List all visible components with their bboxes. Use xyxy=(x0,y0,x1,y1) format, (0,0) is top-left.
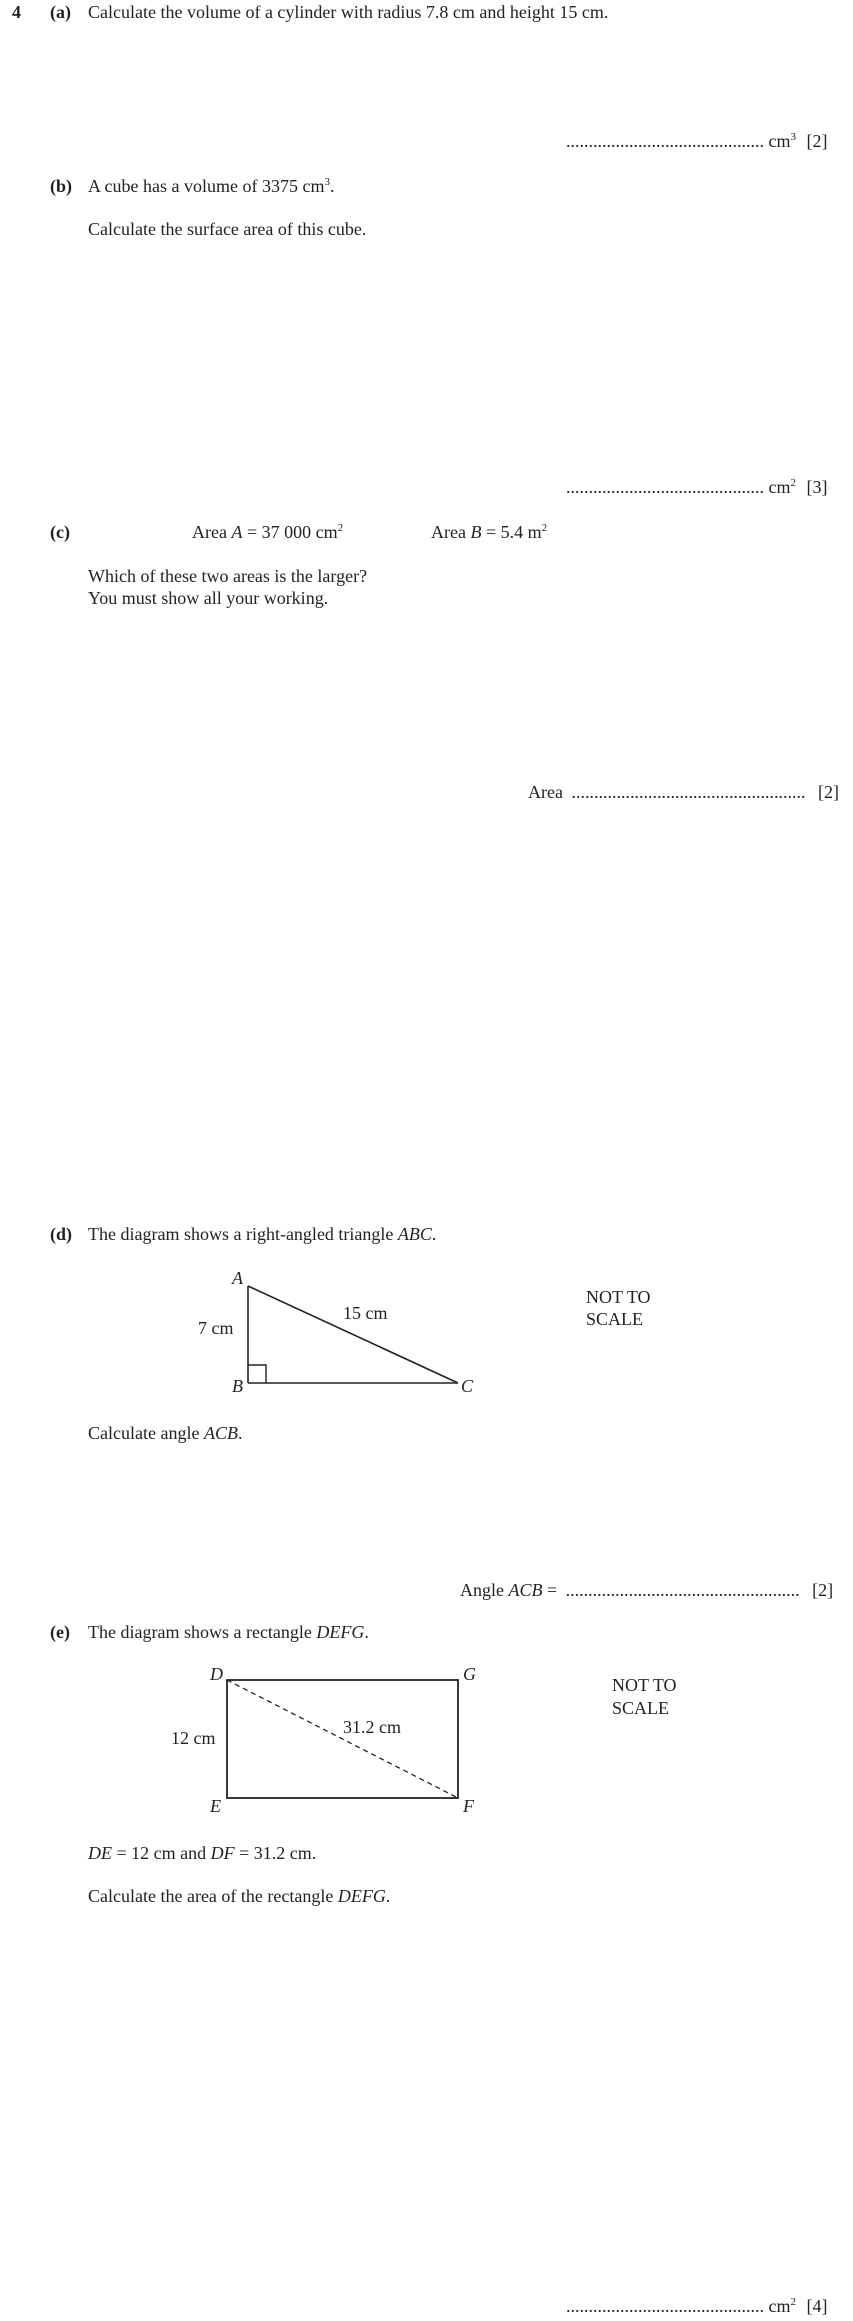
diagonal-df-label: 31.2 cm xyxy=(343,1717,401,1737)
not-to-scale-e-line1: NOT TO xyxy=(612,1675,677,1695)
marks: [2] xyxy=(806,131,828,151)
answer-dots: .................................................... xyxy=(571,782,806,802)
marks: [2] xyxy=(812,1580,834,1600)
side-ab-label: 7 cm xyxy=(198,1318,234,1338)
answer-label: Angle ACB = xyxy=(460,1580,558,1600)
vertex-e-label: E xyxy=(210,1796,221,1816)
side-ac-label: 15 cm xyxy=(343,1303,388,1323)
diagonal-df xyxy=(227,1680,458,1798)
part-c-question-line2: You must show all your working. xyxy=(88,588,329,608)
answer-label: Area xyxy=(528,782,563,802)
part-a-label: (a) xyxy=(50,2,71,22)
part-b-label: (b) xyxy=(50,176,72,196)
vertex-g-label: G xyxy=(463,1664,476,1684)
not-to-scale-d-line2: SCALE xyxy=(586,1309,644,1329)
part-b-statement: A cube has a volume of 3375 $cm^3$. xyxy=(88,176,335,196)
part-e-answer-line[interactable] xyxy=(566,2296,828,2317)
part-d-question: Calculate angle ACB. xyxy=(88,1423,243,1443)
vertex-a-label: A xyxy=(232,1268,243,1288)
vertex-c-label: C xyxy=(461,1376,474,1396)
part-b-question: Calculate the surface area of this cube. xyxy=(88,219,367,239)
area-b-expression: Area B = 5.4 $m^2$ xyxy=(431,522,548,542)
part-c-question-line1: Which of these two areas is the larger? xyxy=(88,566,368,586)
answer-unit: $cm^3$ xyxy=(768,131,796,151)
question-number: 4 xyxy=(12,2,21,22)
side-de-label: 12 cm xyxy=(171,1728,216,1748)
marks: [2] xyxy=(817,782,839,802)
answer-dots: ............................................ xyxy=(566,2296,764,2316)
not-to-scale-d-line1: NOT TO xyxy=(586,1287,651,1307)
answer-unit: $cm^2$ xyxy=(768,477,796,497)
vertex-d-label: D xyxy=(210,1664,223,1684)
part-a-question: Calculate the volume of a cylinder with radius 7.8 cm and height 15 cm. xyxy=(88,2,609,22)
not-to-scale-e-line2: SCALE xyxy=(612,1698,670,1718)
area-a-expression: Area A = 37 000 $cm^2$ xyxy=(192,522,344,542)
part-e-statement: The diagram shows a rectangle DEFG. xyxy=(88,1622,369,1642)
part-e-question: Calculate the area of the rectangle DEFG. xyxy=(88,1886,391,1906)
vertex-b-label: B xyxy=(232,1376,243,1396)
answer-dots: ............................................ xyxy=(566,477,764,497)
part-d-statement: The diagram shows a right-angled triangle ABC. xyxy=(88,1224,437,1244)
part-e-given: DE = 12 cm and DF = 31.2 cm. xyxy=(88,1843,317,1863)
part-c-label: (c) xyxy=(50,522,70,542)
answer-dots: ............................................ xyxy=(566,131,764,151)
answer-unit: $cm^2$ xyxy=(768,2296,796,2316)
part-e-label: (e) xyxy=(50,1622,70,1642)
marks: [3] xyxy=(806,477,828,497)
marks: [4] xyxy=(806,2296,828,2316)
part-d-label: (d) xyxy=(50,1224,72,1244)
vertex-f-label: F xyxy=(463,1796,474,1816)
answer-dots: .................................................... xyxy=(565,1580,800,1600)
